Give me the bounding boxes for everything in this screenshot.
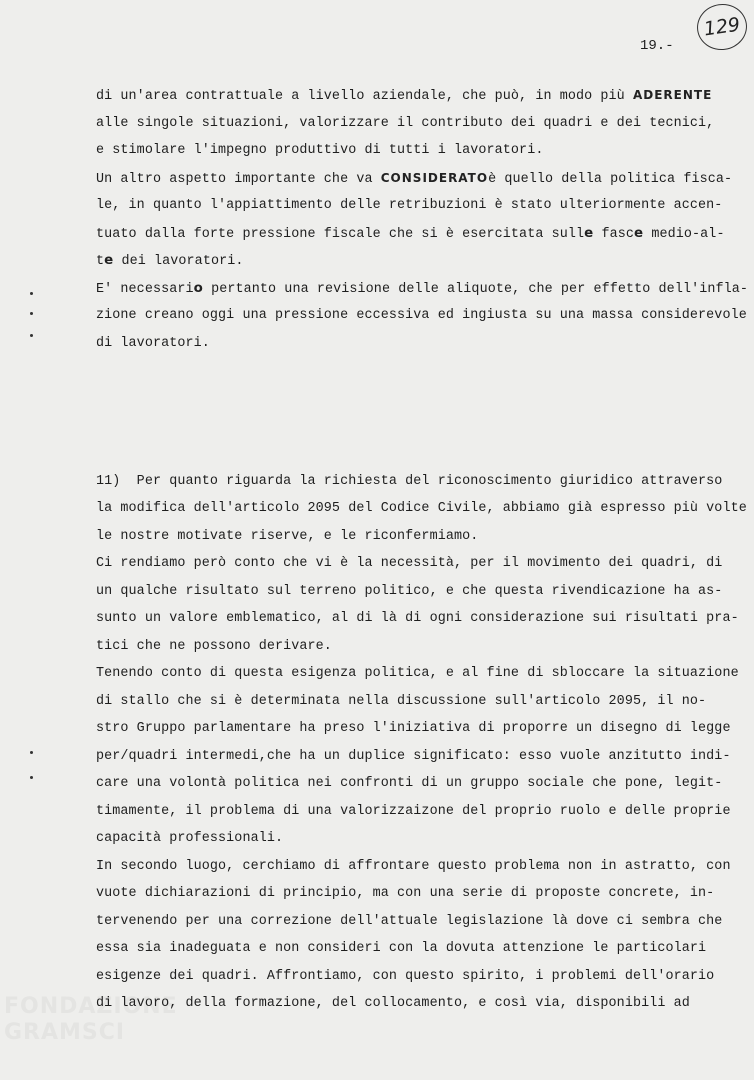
typed-text: timamente, il problema di una valorizzaizone del proprio ruolo e delle proprie <box>96 804 731 819</box>
watermark-line: GRAMSCI <box>4 1020 126 1045</box>
text-line <box>96 611 739 626</box>
text-line <box>96 143 543 158</box>
page-number: 19.- <box>640 38 674 54</box>
text-line <box>96 171 732 187</box>
text-line <box>96 859 731 874</box>
text-line <box>96 253 244 269</box>
handwritten-insertion: ADERENTE <box>632 88 713 102</box>
text-line <box>96 941 706 956</box>
text-line <box>96 694 706 709</box>
typed-text: è quello della politica fisca- <box>488 172 733 187</box>
typed-text: zione creano oggi una pressione eccessiva ed ingiusta su una massa considerevole <box>96 308 747 323</box>
typed-text: care una volontà politica nei confronti di un gruppo sociale che pone, legit- <box>96 776 723 791</box>
text-line <box>96 556 722 571</box>
typed-text: capacità professionali. <box>96 831 284 846</box>
text-line <box>96 666 739 681</box>
margin-dot <box>30 312 33 315</box>
typed-text: tuato dalla forte pressione fiscale che si è esercitata sull <box>96 227 585 242</box>
text-line <box>96 336 210 351</box>
text-line <box>96 116 714 131</box>
watermark-line: FONDAZIONE <box>4 994 178 1019</box>
text-line <box>96 776 722 791</box>
text-line <box>96 831 283 846</box>
handwritten-correction: e <box>104 253 114 268</box>
typed-text: Tenendo conto di questa esigenza politica, e al fine di sbloccare la situazione <box>96 666 739 681</box>
typed-text: e stimolare l'impegno produttivo di tutti i lavoratori. <box>96 143 544 158</box>
text-line <box>96 584 722 599</box>
typed-text: di lavoratori. <box>96 336 210 351</box>
handwritten-insertion: CONSIDERATO <box>380 171 489 185</box>
text-line <box>96 914 722 929</box>
typed-text: In secondo luogo, cerchiamo di affrontare questo problema non in astratto, con <box>96 859 731 874</box>
margin-dot <box>30 751 33 754</box>
typed-text: di stallo che si è determinata nella discussione sull'articolo 2095, il no- <box>96 694 707 709</box>
typed-text: Un altro aspetto importante che va <box>96 172 381 187</box>
margin-dot <box>30 776 33 779</box>
typed-text: per/quadri intermedi,che ha un duplice significato: esso vuole anzitutto indi- <box>96 749 731 764</box>
margin-dot <box>30 334 33 337</box>
typed-text: fasc <box>593 227 635 242</box>
text-line <box>96 308 747 323</box>
text-line <box>96 886 714 901</box>
typed-text: esigenze dei quadri. Affrontiamo, con questo spirito, i problemi dell'orario <box>96 969 715 984</box>
typed-text: t <box>96 254 105 269</box>
text-line <box>96 88 712 104</box>
text-line <box>96 501 747 516</box>
typed-text: pertanto una revisione delle aliquote, che per effetto dell'infla- <box>202 282 749 297</box>
text-line <box>96 749 731 764</box>
handwritten-correction: e <box>634 226 644 241</box>
text-line <box>96 474 722 489</box>
typed-text: stro Gruppo parlamentare ha preso l'iniziativa di proporre un disegno di legge <box>96 721 731 736</box>
typed-text: vuote dichiarazioni di principio, ma con una serie di proposte concrete, in- <box>96 886 715 901</box>
text-line <box>96 804 731 819</box>
typed-text: le nostre motivate riserve, e le riconfermiamo. <box>96 529 479 544</box>
archive-stamp: 129 <box>694 1 750 54</box>
text-line <box>96 226 725 242</box>
typed-text: la modifica dell'articolo 2095 del Codice Civile, abbiamo già espresso più volte <box>96 501 747 516</box>
handwritten-correction: e <box>584 226 594 241</box>
text-line <box>96 721 731 736</box>
typed-text: dei lavoratori. <box>113 254 244 269</box>
typed-text: 11) Per quanto riguarda la richiesta del riconoscimento giuridico attraverso <box>96 474 723 489</box>
margin-dot <box>30 292 33 295</box>
typed-text: di un'area contrattuale a livello aziendale, che può, in modo più <box>96 89 633 104</box>
typed-text: medio-al- <box>643 227 725 242</box>
typed-text: Ci rendiamo però conto che vi è la necessità, per il movimento dei quadri, di <box>96 556 723 571</box>
handwritten-correction: o <box>193 281 203 296</box>
typed-text: E' necessari <box>96 282 194 297</box>
text-line <box>96 529 478 544</box>
text-line <box>96 996 690 1011</box>
typed-text: tici che ne possono derivare. <box>96 639 332 654</box>
typed-text: un qualche risultato sul terreno politico, e che questa rivendicazione ha as- <box>96 584 723 599</box>
typed-text: le, in quanto l'appiattimento delle retribuzioni è stato ulteriormente accen- <box>96 198 723 213</box>
text-line <box>96 639 332 654</box>
typed-text: essa sia inadeguata e non consideri con la dovuta attenzione le particolari <box>96 941 707 956</box>
typed-text: sunto un valore emblematico, al di là di ogni considerazione sui risultati pra- <box>96 611 739 626</box>
text-line <box>96 281 748 297</box>
typed-text: alle singole situazioni, valorizzare il contributo dei quadri e dei tecnici, <box>96 116 715 131</box>
text-line <box>96 969 714 984</box>
text-line <box>96 198 722 213</box>
typed-text: di lavoro, della formazione, del collocamento, e così via, disponibili ad <box>96 996 690 1011</box>
typed-text: tervenendo per una correzione dell'attuale legislazione là dove ci sembra che <box>96 914 723 929</box>
